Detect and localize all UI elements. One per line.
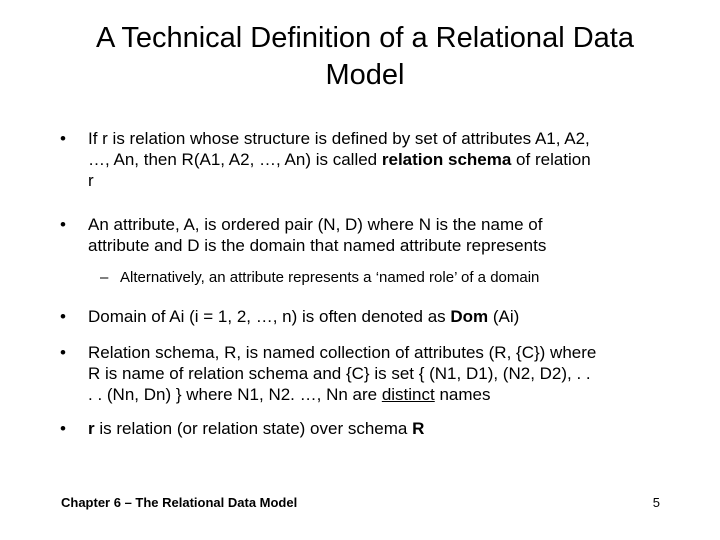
- sub-bullet-text: Alternatively, an attribute represents a ‘named role’ of a domain: [120, 269, 540, 286]
- bullet-text: Domain of Ai (i = 1, 2, …, n) is often denoted as Dom (Ai): [88, 307, 520, 326]
- title-line-2: Model: [325, 59, 405, 91]
- bullet-text: r is relation (or relation state) over schema R: [88, 419, 425, 438]
- bold-term: R: [412, 419, 425, 438]
- slide-title: [40, 20, 690, 94]
- sub-bullet-dash: –: [100, 269, 109, 286]
- bold-term: relation schema: [381, 150, 512, 169]
- bullet-line: Relation schema, R, is named collection of attributes (R, {C}) where: [88, 343, 597, 362]
- bullet-line: …, An, then R(A1, A2, …, An) is called relation schema of relation: [88, 150, 591, 169]
- page-number: 5: [652, 495, 660, 510]
- bullet-line: R is name of relation schema and {C} is set { (N1, D1), (N2, D2), . .: [88, 364, 591, 383]
- bullet-text: [88, 342, 660, 405]
- bullet-line: An attribute, A, is ordered pair (N, D) where N is the name of: [88, 215, 543, 234]
- bold-term: r: [88, 419, 95, 438]
- bullet-dot: •: [60, 419, 66, 438]
- bullet-line: r: [88, 171, 94, 190]
- bullet-dot: •: [60, 343, 66, 362]
- bullet-text: [88, 214, 660, 256]
- bold-term: Dom: [450, 307, 489, 326]
- bullet-text: [88, 128, 660, 191]
- underlined-term: distinct: [381, 385, 435, 404]
- title-line-1: A Technical Definition of a Relational Data: [96, 22, 634, 54]
- bullet-line: If r is relation whose structure is defined by set of attributes A1, A2,: [88, 129, 590, 148]
- footer-chapter: Chapter 6 – The Relational Data Model: [61, 495, 298, 510]
- bullet-dot: •: [60, 129, 66, 148]
- bullet-dot: •: [60, 307, 66, 326]
- bullet-dot: •: [60, 215, 66, 234]
- bullet-line: attribute and D is the domain that named attribute represents: [88, 236, 547, 255]
- bullet-line: . . (Nn, Dn) } where N1, N2. …, Nn are distinct names: [88, 385, 491, 404]
